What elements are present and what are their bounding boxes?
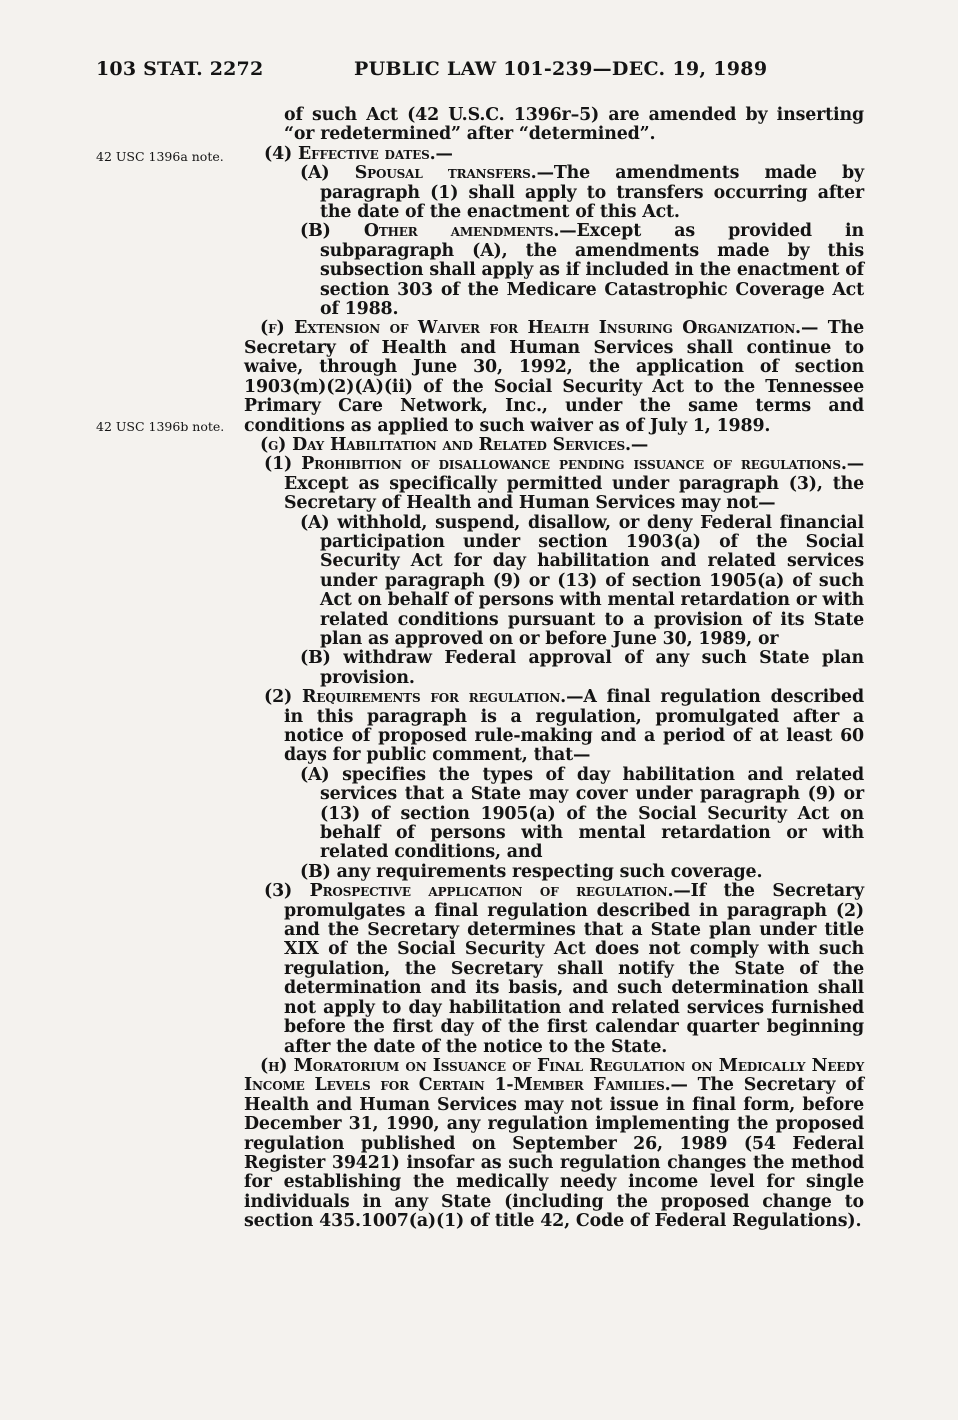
spousal-transfers-paragraph: (A) Spousal transfers.—The amendments made by paragraph (1) shall apply to transfers occurring after the date of the enactment of this Act. <box>300 163 864 223</box>
paragraph-g2-A: (A) specifies the types of day habilitation and related services that a State may cover under paragraph (9) or (13) of section 1905(a) of the Social Security Act on behalf of persons with mental retardation or with related conditions, and <box>300 764 864 863</box>
stat-page-citation: 103 STAT. 2272 <box>96 58 264 80</box>
subsection-h: (h) Moratorium on Issuance of Final Regulation on Medically Needy Income Levels for Certain 1-Member Families.— The Secretary of Health and Human Services may not issue in final form, before December 31, 1990, any regulation implementing the proposed regulation published on September 26, 1989 (54 Federal Register 39421) insofar as such regulation changes the method for establishing the medically needy income level for single individuals in any State (including the proposed change to section 435.1007(a)(1) of title 42, Code of Federal Regulations). <box>244 1055 864 1232</box>
public-law-citation: PUBLIC LAW 101-239—DEC. 19, 1989 <box>354 58 768 80</box>
paragraph-g1-A: (A) withhold, suspend, disallow, or deny Federal financial participation under section 1903(a) of the Social Security Act for day habilitation and related services under paragraph (9) or (13) of section 1905(a) of such Act on behalf of persons with mental retardation or with related conditions pursuant to a provision of its State plan as approved on or before June 30, 1989, or <box>300 512 864 649</box>
paragraph-g2: (2) Requirements for regulation.—A final regulation described in this paragraph is a regulation, promulgated after a notice of proposed rule-making and a period of at least 60 days for public comment, that— <box>264 687 864 766</box>
page-header <box>96 58 918 88</box>
other-amendments-paragraph: (B) Other amendments.—Except as provided in subparagraph (A), the amendments made by this subsection shall apply as if included in the enactment of section 303 of the Medicare Catastrophic Coverage Act of 1988. <box>300 221 864 320</box>
paragraph-g1-B: (B) withdraw Federal approval of any such State plan provision. <box>300 648 864 688</box>
margin-note-1396b: 42 USC 1396b note. <box>96 419 225 434</box>
paragraph-continuation: of such Act (42 U.S.C. 1396r–5) are amended by inserting “or redetermined” after “determined”. <box>284 105 864 145</box>
paragraph-g1: (1) Prohibition of disallowance pending issuance of regulations.—Except as specifically permitted under paragraph (3), the Secretary of Health and Human Services may not— <box>264 454 864 514</box>
paragraph-g3: (3) Prospective application of regulation.—If the Secretary promulgates a final regulation described in paragraph (2) and the Secretary determines that a State plan under title XIX of the Social Security Act does not comply with such regulation, the Secretary shall notify the State of the determination and its basis, and such determination shall not apply to day habilitation and related services furnished before the first day of the first calendar quarter beginning after the date of the notice to the State. <box>264 881 864 1057</box>
statute-body <box>244 106 864 1232</box>
effective-dates-heading: (4) Effective dates.— <box>264 143 453 164</box>
subsection-g-heading: (g) Day Habilitation and Related Services.— <box>260 434 649 455</box>
margin-note-1396a: 42 USC 1396a note. <box>96 149 224 164</box>
paragraph-g2-B: (B) any requirements respecting such coverage. <box>300 861 763 882</box>
subsection-f: (f) Extension of Waiver for Health Insuring Organization.— The Secretary of Health and Human Services shall continue to waive, through June 30, 1992, the application of section 1903(m)(2)(A)(ii) of the Social Security Act to the Tennessee Primary Care Network, Inc., under the same terms and conditions as applied to such waiver as of July 1, 1989. <box>244 318 864 436</box>
